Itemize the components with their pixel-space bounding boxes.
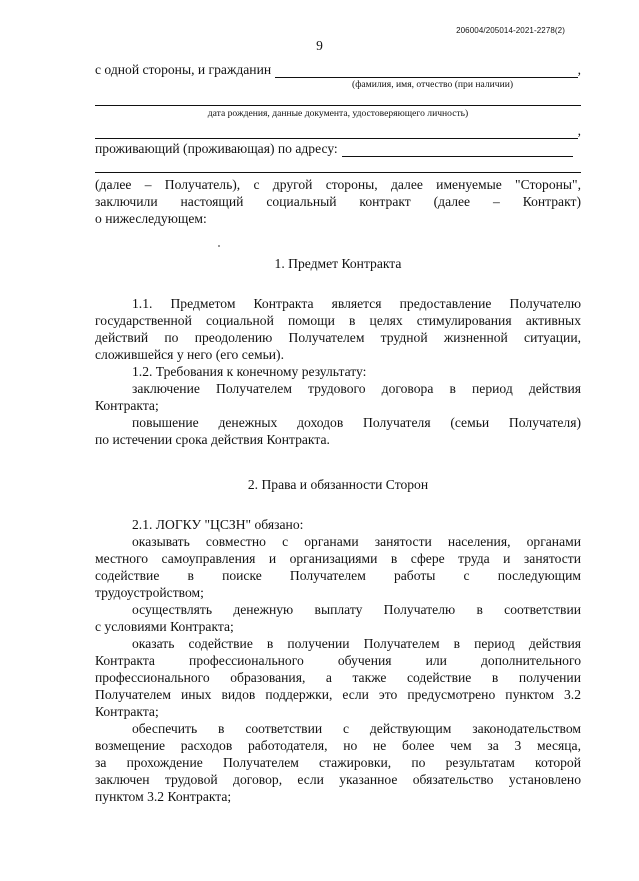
document-id: 206004/205014-2021-2278(2) (456, 26, 565, 35)
page-number: 9 (316, 38, 323, 53)
address-second-line (95, 159, 581, 173)
party-line (95, 61, 581, 78)
party-line-text: с одной стороны, и гражданин (95, 62, 272, 77)
paragraph-2-1: 2.1. ЛОГКУ "ЦСЗН" обязано: (132, 517, 304, 532)
paragraph-line: с условиями Контракта; (95, 619, 234, 634)
paragraph-line: за прохождение Получателем стажировки, по результатам которой (95, 755, 581, 770)
paragraph-1-2: 1.2. Требования к конечному результату: (132, 364, 367, 379)
paragraph-line: возмещение расходов работодателя, но не более чем за 3 месяца, (95, 738, 581, 753)
paragraph-line: профессионального образования, а также содействие в получении (95, 670, 581, 685)
address-blank-field (342, 143, 573, 157)
address-blank-line (95, 122, 581, 139)
paragraph-line: местного самоуправления и организациями в сфере труда и занятости (95, 551, 581, 566)
paragraph-1-1 (95, 295, 581, 363)
address-label: проживающий (проживающая) по адресу: (95, 141, 338, 156)
paragraph-line: пунктом 3.2 Контракта; (95, 789, 232, 804)
paragraph-line: Контракта; (95, 398, 159, 413)
fio-blank-field (275, 64, 577, 78)
paragraph-line: Получателем иных видов поддержки, если это предусмотрено пунктом 3.2 (95, 687, 581, 702)
caption-fio: (фамилия, имя, отчество (при наличии) (352, 79, 514, 90)
paragraph-line: осуществлять денежную выплату Получателю в соответствии (132, 602, 581, 617)
paragraph-line: сложившейся у него (его семьи). (95, 347, 284, 362)
caption-birth: дата рождения, данные документа, удостоверяющего личность) (207, 108, 469, 119)
section2-heading: 2. Права и обязанности Сторон (247, 477, 429, 492)
party-line-comma: , (577, 62, 581, 77)
intro-paragraph (95, 176, 581, 227)
paragraph-line: заключен трудовой договор, если указанное обязательство установлено (95, 772, 581, 787)
address-blank-field-top (95, 125, 578, 139)
paragraph-line: заключение Получателем трудового договора в период действия (132, 381, 581, 396)
paragraph-1-2-a (95, 380, 581, 414)
paragraph-line: государственной социальной помощи в целях стимулирования активных (95, 313, 581, 328)
address-line-comma: , (577, 123, 581, 138)
paragraph-line: действий по преодолению Получателем трудной жизненной ситуации, (95, 330, 581, 345)
intro-line: заключили настоящий социальный контракт (далее – Контракт) (95, 194, 581, 209)
paragraph-line: Контракта; (95, 704, 159, 719)
document-body (95, 61, 581, 805)
paragraph-line: по истечении срока действия Контракта. (95, 432, 330, 447)
paragraph-line: 1.1. Предметом Контракта является предоставление Получателю (132, 296, 581, 311)
birth-line (95, 92, 581, 106)
paragraph-line: обеспечить в соответствии с действующим законодательством (132, 721, 581, 736)
paragraph-2-1-b (95, 601, 581, 635)
paragraph-line: Контракта профессионального обучения или дополнительного (95, 653, 581, 668)
paragraph-line: оказывать совместно с органами занятости населения, органами (132, 534, 581, 549)
intro-line: о нижеследующем: (95, 211, 207, 226)
intro-line: (далее – Получатель), с другой стороны, далее именуемые "Стороны", (95, 177, 581, 192)
address-line (95, 140, 581, 157)
paragraph-line: трудоустройством; (95, 585, 204, 600)
address-blank-field-2 (95, 159, 581, 173)
paragraph-line: оказать содействие в получении Получателем в период действия (132, 636, 581, 651)
paragraph-2-1-a (95, 533, 581, 601)
birth-blank-field (95, 92, 581, 106)
paragraph-1-2-b (95, 414, 581, 448)
paragraph-line: повышение денежных доходов Получателя (семьи Получателя) (132, 415, 581, 430)
paragraph-2-1-d (95, 720, 581, 805)
paragraph-line: содействие в поиске Получателем работы с последующим (95, 568, 581, 583)
section1-heading: 1. Предмет Контракта (274, 256, 402, 271)
paragraph-2-1-c (95, 635, 581, 720)
